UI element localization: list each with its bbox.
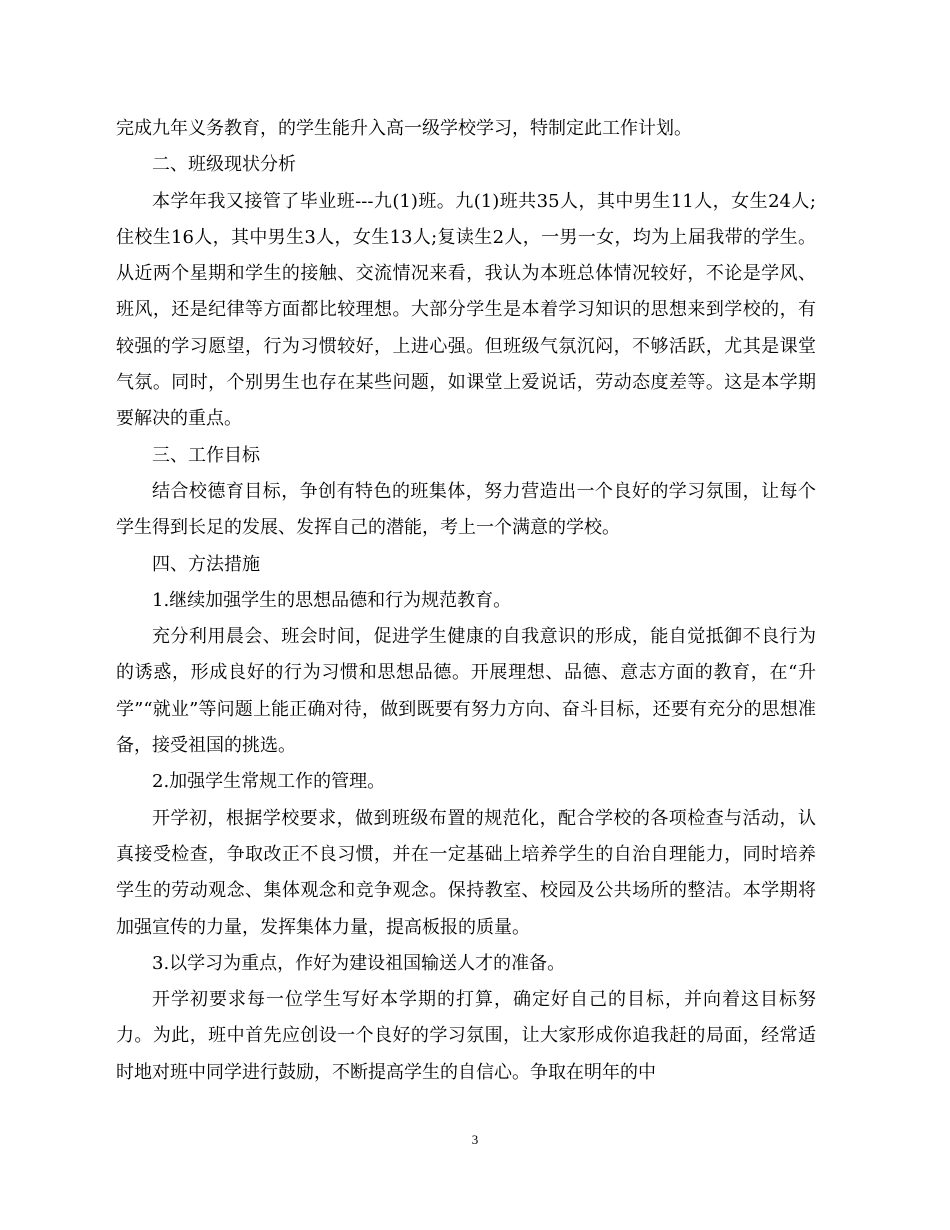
paragraph-intro-continuation: 完成九年义务教育，的学生能升入高一级学校学习，特制定此工作计划。: [116, 118, 692, 139]
heading-methods-measures: 四、方法措施: [152, 553, 260, 575]
subheading-moral-education: 1.继续加强学生的思想品德和行为规范教育。: [152, 589, 512, 611]
paragraph-routine-management: 开学初，根据学校要求，做到班级布置的规范化，配合学校的各项检查与活动，认真接受检查，争取改正不良习惯，并在一定基础上培养学生的自治自理能力，同时培养学生的劳动观念、集体观念和竞争观念。保持教室、校园及公共场所的整洁。本学期将加强宣传的力量，发挥集体力量，提高板报的质量。: [116, 807, 816, 938]
heading-work-goals: 三、工作目标: [152, 444, 260, 466]
subheading-routine-management: 2.加强学生常规工作的管理。: [152, 771, 386, 793]
paragraph-class-status: 本学年我又接管了毕业班---九(1)班。九(1)班共35人，其中男生11人，女生24人;住校生16人，其中男生3人，女生13人;复读生2人，一男一女，均为上届我带的学生。从近两个星期和学生的接触、交流情况来看，我认为本班总体情况较好，不论是学风、班风，还是纪律等方面都比较理想。大部分学生是本着学习知识的思想来到学校的，有较强的学习愿望，行为习惯较好，上进心强。但班级气氛沉闷，不够活跃，尤其是课堂气氛。同时，个别男生也存在某些问题，如课堂上爱说话，劳动态度差等。这是本学期要解决的重点。: [116, 190, 816, 430]
heading-class-status-analysis: 二、班级现状分析: [152, 154, 296, 176]
paragraph-study-focus: 开学初要求每一位学生写好本学期的打算，确定好自己的目标，并向着这目标努力。为此，班中首先应创设一个良好的学习氛围，让大家形成你追我赶的局面，经常适时地对班中同学进行鼓励，不断提高学生的自信心。争取在明年的中: [116, 989, 816, 1083]
document-body: [116, 111, 816, 1091]
paragraph-moral-education: 充分利用晨会、班会时间，促进学生健康的自我意识的形成，能自觉抵御不良行为的诱惑，形成良好的行为习惯和思想品德。开展理想、品德、意志方面的教育，在“升学”“就业”等问题上能正确对待，做到既要有努力方向、奋斗目标，还要有充分的思想准备，接受祖国的挑选。: [116, 626, 816, 757]
subheading-study-focus: 3.以学习为重点，作好为建设祖国输送人才的准备。: [152, 952, 566, 974]
page-number: 3: [471, 1132, 479, 1147]
paragraph-work-goals: 结合校德育目标，争创有特色的班集体，努力营造出一个良好的学习氛围，让每个学生得到长足的发展、发挥自己的潜能，考上一个满意的学校。: [116, 480, 816, 539]
